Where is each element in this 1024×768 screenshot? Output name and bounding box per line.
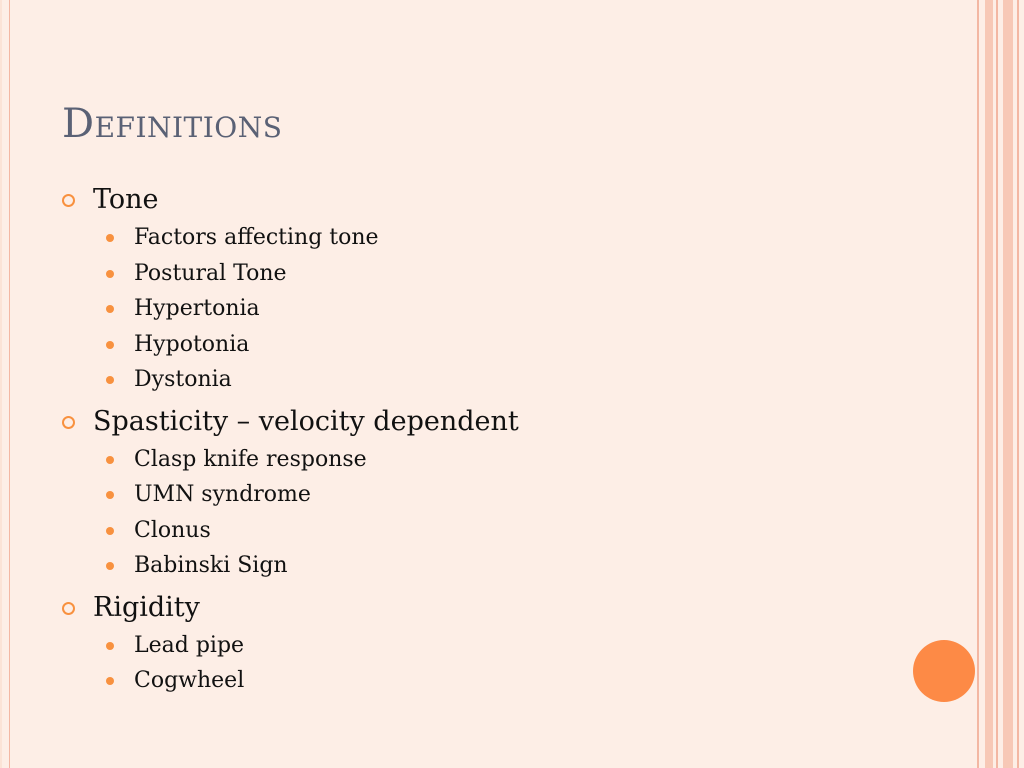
- bullet-text: Lead pipe: [134, 632, 245, 658]
- bullet-text: Hypertonia: [134, 296, 260, 321]
- bullet-text: Factors affecting tone: [134, 225, 379, 250]
- bullet-group: [62, 588, 942, 699]
- bullet-level-2: [62, 327, 942, 363]
- ring-bullet-icon: [62, 416, 75, 429]
- dot-bullet-icon: [106, 562, 114, 570]
- right-border-stripe: [1017, 0, 1019, 768]
- bullet-text: UMN syndrome: [134, 482, 311, 507]
- dot-bullet-icon: [106, 677, 114, 685]
- bullet-text: Dystonia: [134, 367, 232, 392]
- ring-bullet-icon: [62, 602, 75, 615]
- bullet-level-2: [62, 548, 942, 584]
- dot-bullet-icon: [106, 234, 114, 242]
- bullet-text: Spasticity – velocity dependent: [93, 405, 519, 437]
- bullet-level-2: [62, 362, 942, 398]
- bullet-text: Hypotonia: [134, 331, 250, 357]
- bullet-level-1: [62, 402, 942, 442]
- bullet-level-2: [62, 256, 942, 292]
- dot-bullet-icon: [106, 491, 114, 499]
- bullet-level-1: [62, 588, 942, 628]
- bullet-level-2: [62, 628, 942, 664]
- bullet-level-2: [62, 220, 942, 256]
- dot-bullet-icon: [106, 456, 114, 464]
- bullet-group: [62, 402, 942, 584]
- dot-bullet-icon: [106, 642, 114, 650]
- right-border-stripe: [977, 0, 979, 768]
- ring-bullet-icon: [62, 194, 75, 207]
- right-border-stripe: [985, 0, 993, 768]
- bullet-level-1: [62, 180, 942, 220]
- bullet-level-2: [62, 291, 942, 327]
- left-border-stripe: [0, 0, 2, 768]
- dot-bullet-icon: [106, 341, 114, 349]
- right-border-stripe: [996, 0, 998, 768]
- bullet-group: [62, 180, 942, 398]
- bullet-text: Tone: [93, 184, 159, 215]
- bullet-level-2: [62, 663, 942, 699]
- left-border-line: [9, 0, 10, 768]
- bullet-level-2: [62, 513, 942, 549]
- slide-title: Definitions: [62, 101, 283, 147]
- dot-bullet-icon: [106, 270, 114, 278]
- dot-bullet-icon: [106, 305, 114, 313]
- bullet-text: Cogwheel: [134, 668, 245, 693]
- bullet-text: Clonus: [134, 517, 211, 543]
- bullet-text: Postural Tone: [134, 260, 287, 286]
- right-border-stripe: [1003, 0, 1013, 768]
- bullet-text: Clasp knife response: [134, 446, 367, 472]
- bullet-text: Rigidity: [93, 591, 200, 623]
- bullet-level-2: [62, 442, 942, 478]
- bullet-list: [62, 180, 942, 699]
- bullet-text: Babinski Sign: [134, 553, 288, 578]
- dot-bullet-icon: [106, 527, 114, 535]
- bullet-level-2: [62, 477, 942, 513]
- dot-bullet-icon: [106, 376, 114, 384]
